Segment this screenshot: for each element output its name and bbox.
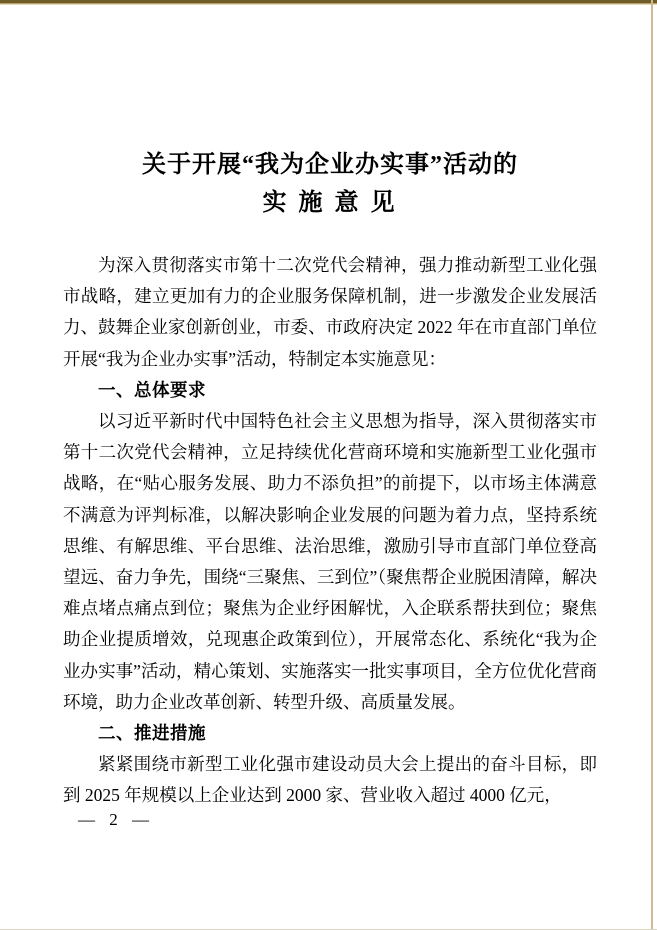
section-heading-1: 一、总体要求: [98, 379, 206, 400]
paragraph-general-requirements: 以习近平新时代中国特色社会主义思想为指导，深入贯彻落实市第十二次党代会精神，立足持续优化营商环境和实施新型工业化强市战略，在“贴心服务发展、助力不添负担”的前提下，以市场主体满意不满意为评判标准，以解决影响企业发展的问题为着力点，坚持系统思维、有解思维、平台思维、法治思维，激励引导市直部门单位登高望远、奋力争先，围绕“三聚焦、三到位”（聚焦帮企业脱困清障，解决难点堵点痛点到位；聚焦为企业纾困解忧，入企联系帮扶到位；聚焦助企业提质增效，兑现惠企政策到位），开展常态化、系统化“我为企业办实事”活动，精心策划、实施落实一批实事项目，全方位优化营商环境，助力企业改革创新、转型升级、高质量发展。: [63, 411, 597, 712]
section-heading-2: 二、推进措施: [98, 723, 206, 744]
paragraph-measures: 紧紧围绕市新型工业化强市建设动员大会上提出的奋斗目标，即到 2025 年规模以上企业达到 2000 家、营业收入超过 4000 亿元，: [63, 754, 597, 806]
document-title-line-2: 实 施 意 见: [262, 190, 398, 216]
document-body: [63, 250, 597, 812]
page-right-border: [651, 0, 653, 930]
paragraph-intro: 为深入贯彻落实市第十二次党代会精神，强力推动新型工业化强市战略，建立更加有力的企业服务保障机制，进一步激发企业发展活力、鼓舞企业家创新创业，市委、市政府决定 2022 年在市直部门单位开展“我为企业办实事”活动，特制定本实施意见：: [63, 255, 597, 369]
document-title-line-1: 关于开展“我为企业办实事”活动的: [142, 152, 518, 178]
document-title: [63, 146, 597, 222]
document-content: [63, 0, 597, 812]
page-number: — 2 —: [78, 810, 154, 829]
